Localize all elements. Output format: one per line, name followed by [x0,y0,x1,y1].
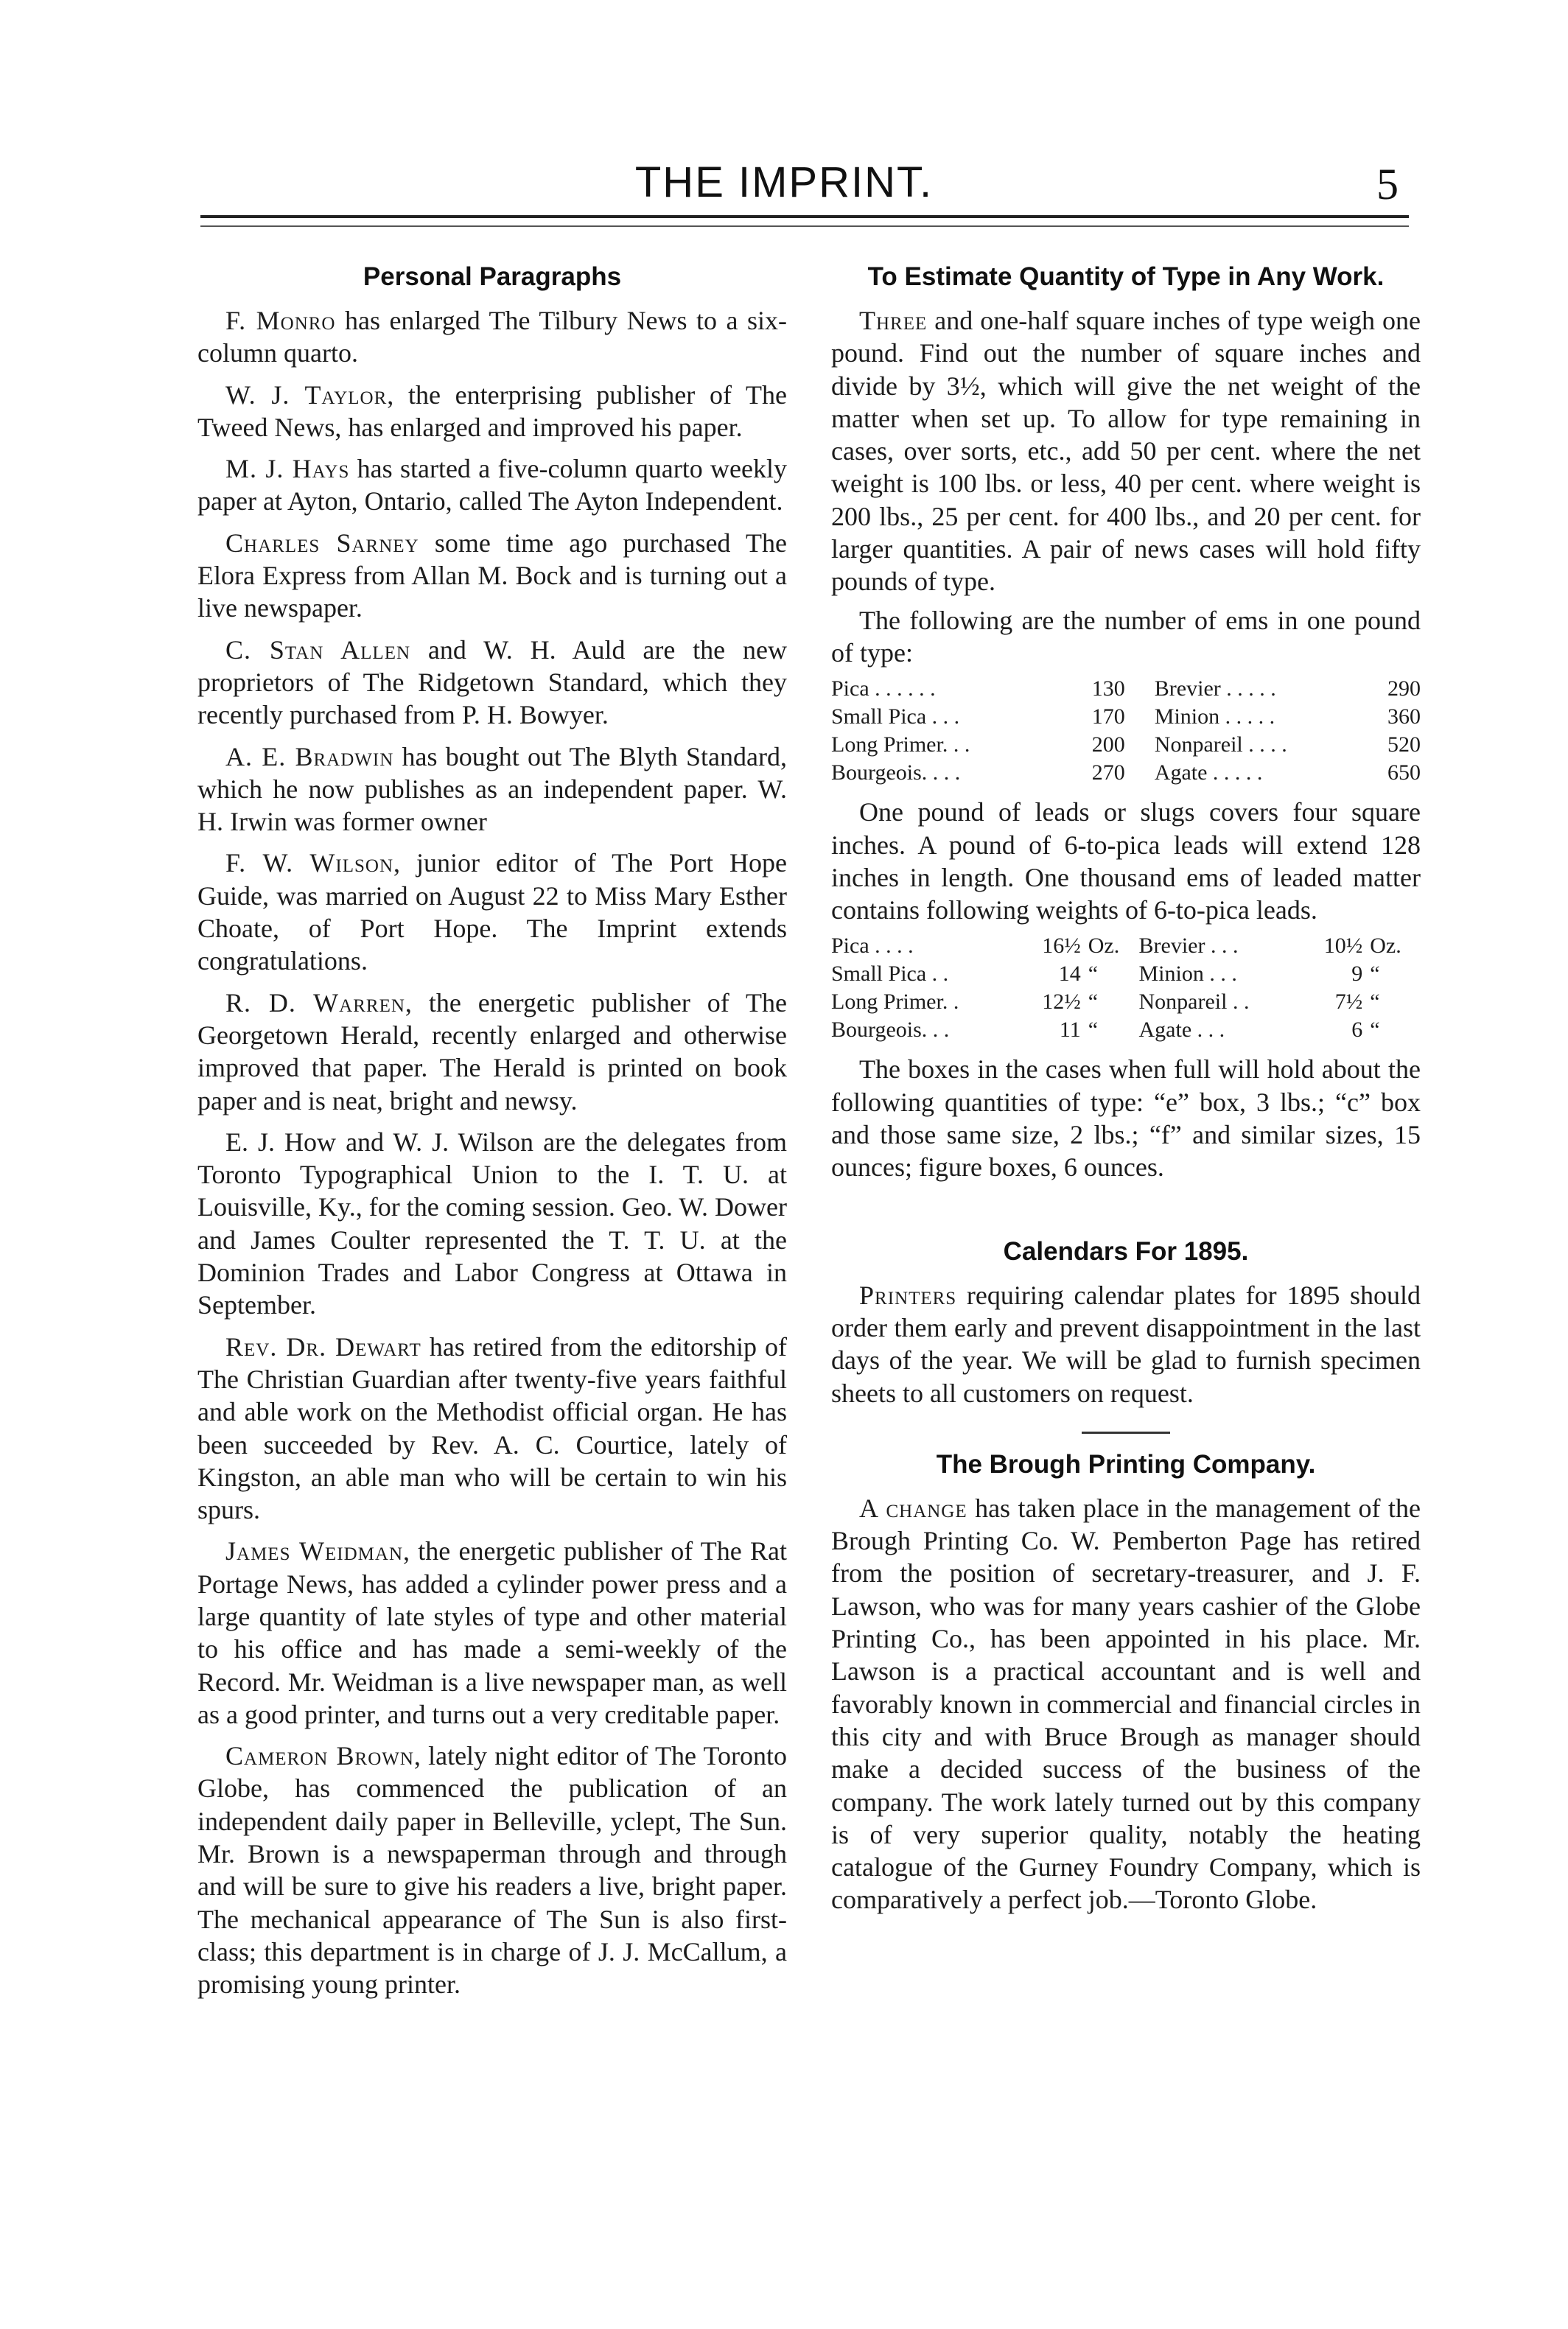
table-cell: Small Pica . . [831,962,949,987]
paragraph-lead: F. W. Wilson [225,848,394,878]
section-heading-personal: Personal Paragraphs [363,262,622,291]
table-cell: 290 [1387,676,1421,701]
table-cell: “ [1088,1018,1099,1043]
table-row [831,960,1421,988]
lead-weights-table [831,932,1421,1044]
table-cell: Minion . . . . . [1154,704,1275,729]
paragraph-lead: Three [859,306,928,335]
table-cell: Oz. [1370,934,1401,959]
table-cell: 7½ [1334,990,1363,1015]
paragraph [831,304,1421,598]
table-row [831,1016,1421,1044]
table-cell: 270 [1091,760,1125,785]
paragraph-lead: W. J. Taylor [225,379,388,410]
paragraph-lead: Cameron Brown [225,1741,414,1771]
table-cell: 9 [1351,962,1363,987]
table-row [831,932,1421,960]
table-cell: Brevier . . . [1138,934,1239,959]
paragraph [197,452,787,518]
table-cell: 10½ [1323,934,1363,959]
table-cell: 16½ [1042,934,1081,959]
paragraph-lead: M. J. Hays [225,454,350,484]
table-cell: “ [1088,990,1099,1015]
paragraph-text: and one-half square inches of type weigh one pound. Find out the number of square inches and divide by 3½, which will give the net weight of the matter when set up. To allow for type remaining in cases, over sorts, etc., add 50 per cent. where the net weight is 100 lbs. or less, 40 per cent. where weight is 200 lbs., 25 per cent. for 400 lbs., and 20 per cent. for larger quantities. A pair of news cases will hold fifty pounds of type. [831,306,1421,597]
table-cell: Nonpareil . . . . [1154,732,1287,757]
table-cell: 170 [1091,704,1125,729]
page-number: 5 [1376,160,1399,209]
paragraph: One pound of leads or slugs covers four square inches. A pound of 6-to-pica leads will extend 128 inches in length. One thousand ems of leaded matter contains following weights of 6-to-pica leads. [831,797,1421,925]
table-row [831,731,1421,759]
paragraph [197,1331,787,1527]
table-cell: Small Pica . . . [831,704,960,729]
paragraph [197,304,787,370]
paragraph: The boxes in the cases when full will hold about the following quantities of type: “e” box, 3 lbs.; “c” box and those same size, 2 lbs.; “f” and similar sizes, 15 ounces; figure boxes, 6 ounces. [831,1054,1421,1183]
table-cell: “ [1088,962,1099,987]
header-rule [200,215,1409,218]
table-cell: Pica . . . . . . [831,676,936,701]
paragraph-text: has enlarged The Tilbury News to a six-column quarto. [197,306,787,368]
page-title: THE IMPRINT. [634,158,934,206]
paragraph [197,847,787,977]
paragraph: The following are the number of ems in one pound of type: [831,605,1421,668]
table-cell: Bourgeois. . . . [831,760,961,785]
table-cell: 12½ [1042,990,1081,1015]
paragraph-text: some time ago purchased The Elora Express from Allan M. Bock and is turning out a live newspaper. [197,528,787,623]
section-heading-brough: The Brough Printing Company. [936,1449,1316,1479]
table-cell: “ [1370,1018,1380,1043]
ems-per-pound-table [831,675,1421,787]
header-rule-thin [200,225,1409,227]
paragraph-text: , the energetic publisher of The Georgetown Herald, recently enlarged and otherwise improved that paper. The Herald is printed on book paper and is neat, bright and newsy. [197,987,787,1116]
paragraph-text: requiring calendar plates for 1895 should order them early and prevent disappointment in the last days of the year. We will be glad to furnish specimen sheets to all customers on request. [831,1280,1421,1408]
right-column [831,243,1421,1922]
paragraph-text: has started a five-column quarto weekly paper at Ayton, Ontario, called The Ayton Independent. [197,454,787,516]
table-cell: Nonpareil . . [1138,990,1250,1015]
paragraph [197,1740,787,2000]
paragraph-lead: C. Stan Allen [225,634,411,665]
table-cell: 650 [1387,760,1421,785]
table-cell: Long Primer. . [831,990,959,1015]
table-row [831,675,1421,703]
paragraph [197,527,787,625]
paragraph-text: , the energetic publisher of The Rat Portage News, has added a cylinder power press and a large quantity of late styles of type and other material to his office and has made a semi-weekly of the Record. Mr. Weidman is a live newspaper man, as well as a good printer, and turns out a very creditable paper. [197,1536,787,1729]
paragraph-lead: A change [859,1493,967,1523]
paragraph-text: has retired from the editorship of The Christian Guardian after twenty-five years faithful and able work on the Methodist official organ. He has been succeeded by Rev. A. C. Courtice, lately of Kingston, an able man who will be certain to win his spurs. [197,1331,788,1525]
paragraph-text: has taken place in the management of the Brough Printing Co. W. Pemberton Page has retired from the position of secretary-treasurer, and J. F. Lawson, who was for many years cashier of the Globe Printing Co., has been appointed in his place. Mr. Lawson is a practical accountant and is well and favorably known in commercial and financial circles in this city and with Bruce Brough as manager should make a decided success of the business of the company. The work lately turned out by this company is of very superior quality, notably the heating catalogue of the Gurney Foundry Company, which is comparatively a perfect job.—Toronto Globe. [831,1493,1421,1915]
table-cell: 130 [1091,676,1125,701]
paragraph-lead: R. D. Warren [225,987,405,1018]
table-cell: Oz. [1088,934,1120,959]
left-column [197,243,787,2010]
table-row [831,703,1421,731]
paragraph [197,634,787,732]
table-cell: Agate . . . [1138,1018,1225,1043]
table-cell: 200 [1091,732,1125,757]
table-cell: “ [1370,990,1380,1015]
table-cell: “ [1370,962,1380,987]
table-cell: Minion . . . [1138,962,1237,987]
paragraph-text: , the enterprising publisher of The Tweed News, has enlarged and improved his paper. [197,379,787,442]
table-cell: 6 [1351,1018,1363,1043]
page-header [0,158,1568,217]
paragraph [831,1492,1421,1916]
table-cell: 14 [1058,962,1081,987]
paragraph [197,987,787,1117]
paragraph-lead: James Weidman [225,1536,404,1566]
table-cell: 11 [1059,1018,1081,1043]
table-cell: Pica . . . . [831,934,914,959]
paragraph-lead: F. Monro [225,306,336,335]
paragraph-text: has bought out The Blyth Standard, which he now publishes as an independent paper. W. H. Irwin was former owner [197,741,787,837]
paragraph [831,1279,1421,1409]
paragraph-lead: Rev. Dr. Dewart [225,1331,421,1362]
table-cell: 360 [1387,704,1421,729]
table-row [831,759,1421,787]
section-divider [1082,1432,1170,1434]
section-spacer [831,1190,1421,1221]
paragraph-text: , lately night editor of The Toronto Globe, has commenced the publication of an independent daily paper in Belleville, yclept, The Sun. Mr. Brown is a newspaperman through and through and will be sure to give his readers a live, bright paper. The mechanical appearance of The Sun is also first-class; this department is in charge of J. J. McCallum, a promising young printer. [197,1741,788,2000]
paragraph-lead: Printers [859,1280,957,1310]
table-row [831,988,1421,1016]
paragraph-lead: E. J. How [225,1127,337,1157]
paragraph-lead: A. E. Bradwin [225,741,394,771]
table-cell: 520 [1387,732,1421,757]
section-heading-estimate: To Estimate Quantity of Type in Any Work. [867,262,1385,291]
section-heading-calendars: Calendars For 1895. [1003,1236,1249,1266]
paragraph [197,740,787,838]
table-cell: Bourgeois. . . [831,1018,950,1043]
paragraph [197,1535,787,1731]
table-cell: Long Primer. . . [831,732,970,757]
table-cell: Agate . . . . . [1154,760,1263,785]
paragraph [197,379,787,444]
paragraph-lead: Charles Sarney [225,528,419,558]
paragraph-text: , junior editor of The Port Hope Guide, was married on August 22 to Miss Mary Esther Choate, of Port Hope. The Imprint extends congratulations. [197,848,787,976]
paragraph-text: and W. J. Wilson are the delegates from Toronto Typographical Union to the I. T. U. at Louisville, Ky., for the coming session. Geo. W. Dower and James Coulter represented the T. T. U. at the Dominion Trades and Labor Congress at Ottawa in September. [197,1127,787,1320]
paragraph [197,1126,787,1322]
table-cell: Brevier . . . . . [1154,676,1276,701]
paragraph-text: and W. H. Auld are the new proprietors of The Ridgetown Standard, which they recently purchased from P. H. Bowyer. [197,634,787,730]
